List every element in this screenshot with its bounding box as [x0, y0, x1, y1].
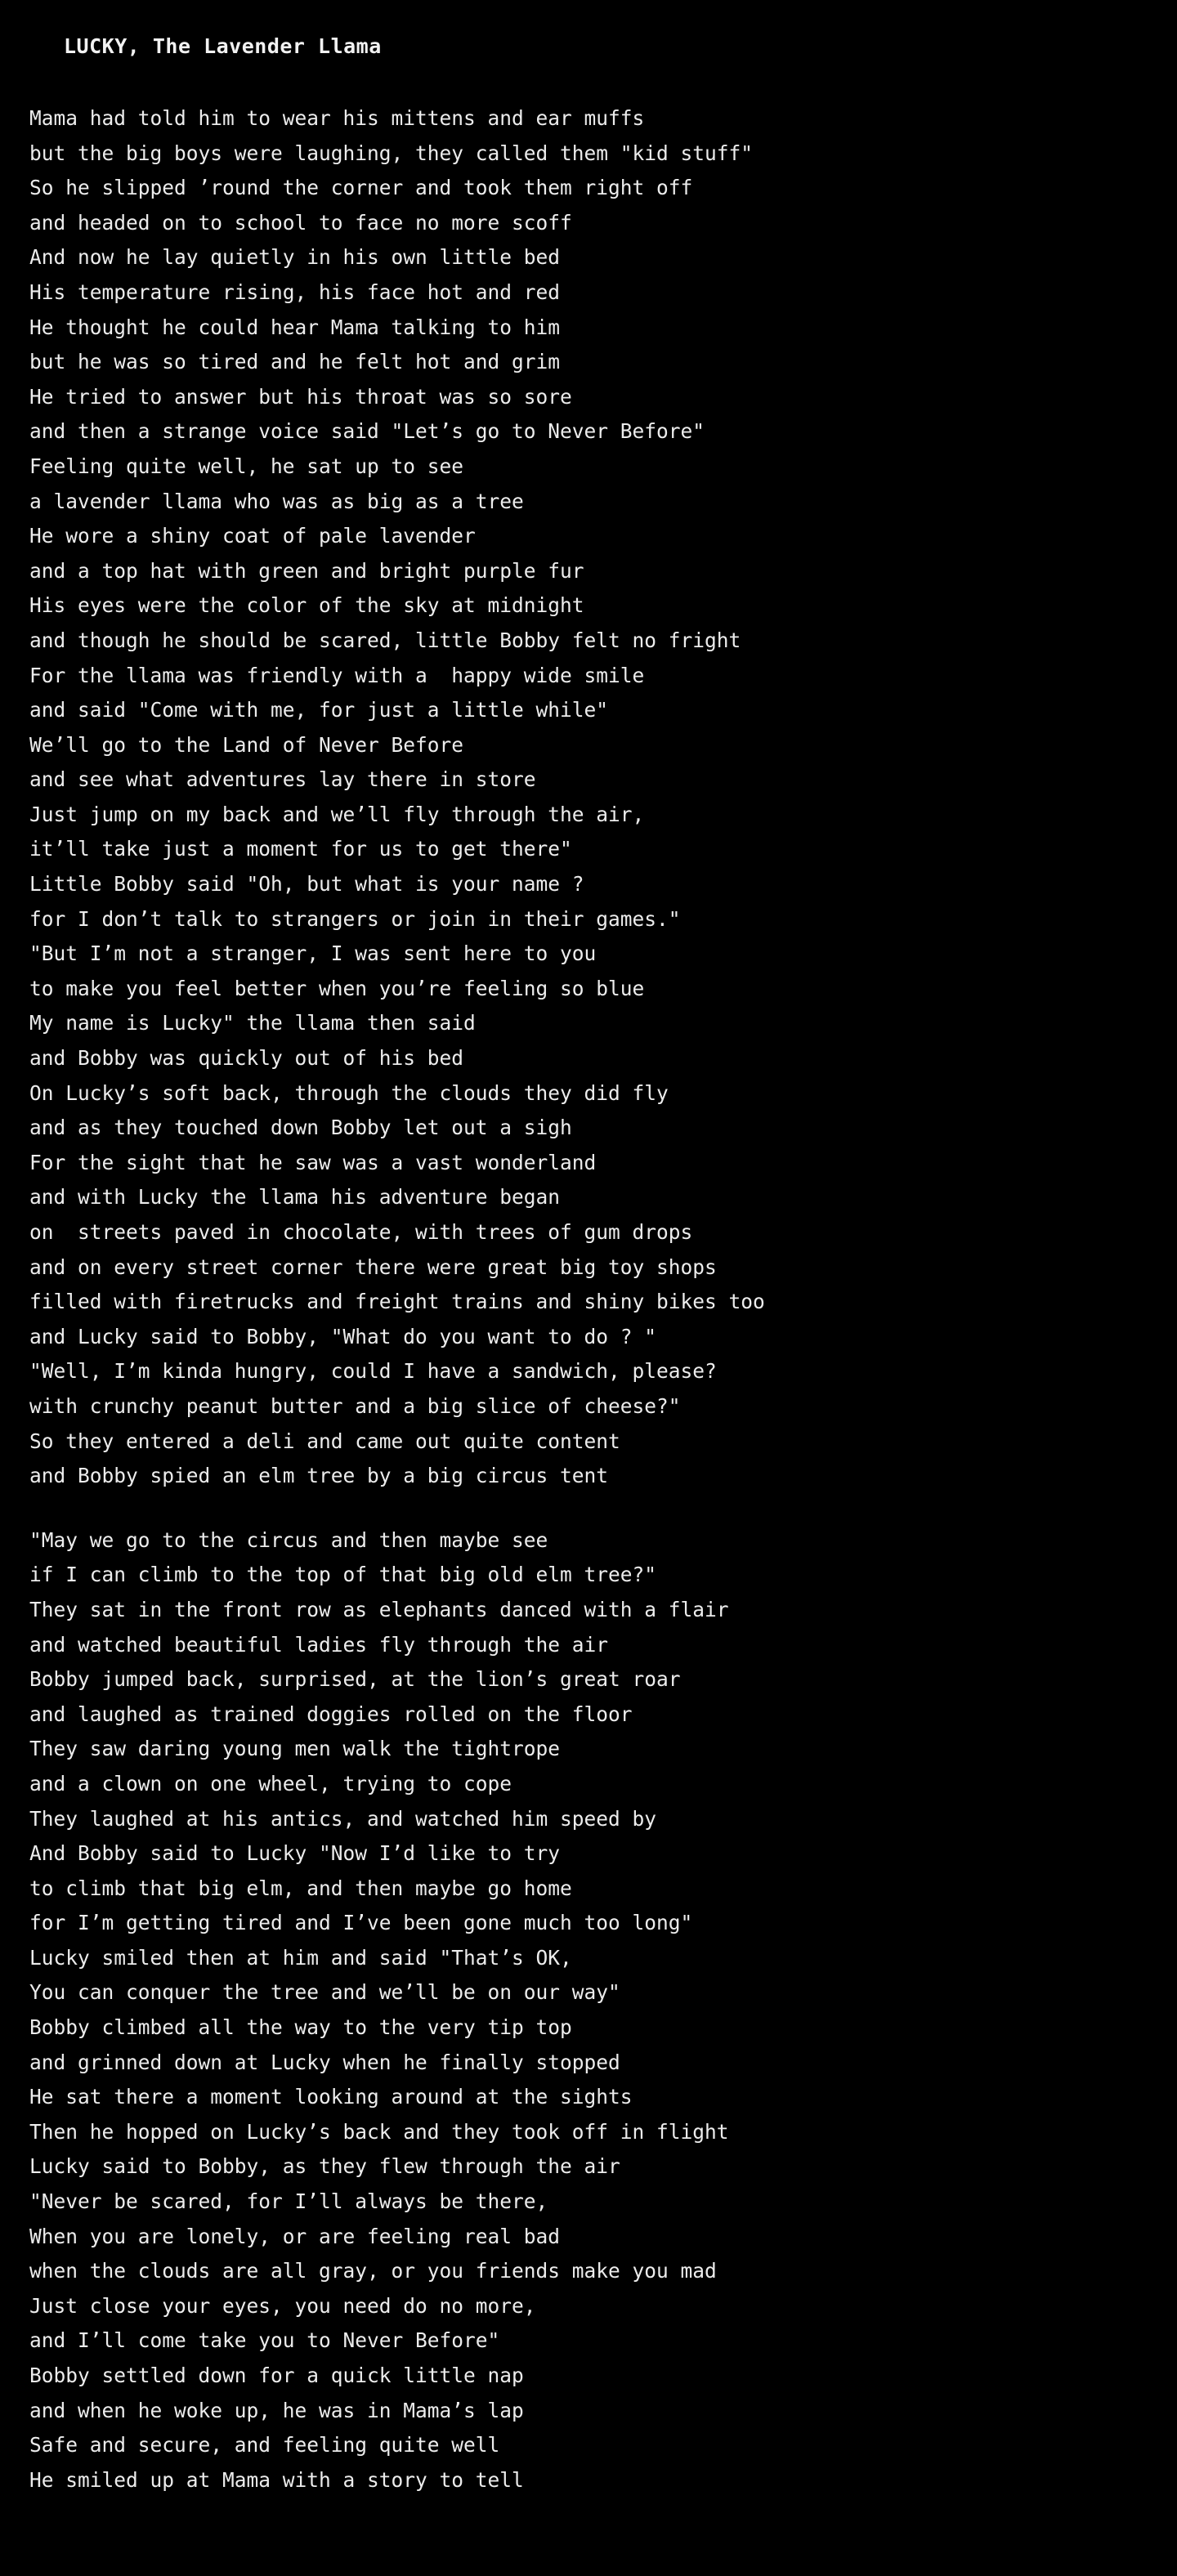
poem-line: and on every street corner there were great big toy shops: [29, 1254, 717, 1279]
poem-line: His eyes were the color of the sky at midnight: [29, 593, 584, 618]
poem-line: He sat there a moment looking around at the sights: [29, 2085, 633, 2109]
poem-line: They sat in the front row as elephants danced with a flair: [29, 1597, 729, 1621]
poem-line: He wore a shiny coat of pale lavender: [29, 524, 476, 548]
poem-line: to make you feel better when you’re feeling so blue: [29, 976, 645, 1000]
poem-line: and said "Come with me, for just a little while": [29, 698, 609, 722]
poem-line: filled with firetrucks and freight trains and shiny bikes too: [29, 1290, 765, 1314]
poem-line: He thought he could hear Mama talking to him: [29, 315, 561, 339]
poem-body: [0, 59, 1177, 2498]
poem-line: Lucky smiled then at him and said "That’s OK,: [29, 1945, 572, 1970]
poem-line: to climb that big elm, and then maybe go home: [29, 1876, 572, 1900]
poem-line: He smiled up at Mama with a story to tell: [29, 2467, 524, 2492]
poem-line: My name is Lucky" the llama then said: [29, 1011, 476, 1035]
poem-line: We’ll go to the Land of Never Before: [29, 732, 464, 757]
poem-line: but he was so tired and he felt hot and grim: [29, 350, 561, 374]
poem-line: Mama had told him to wear his mittens and ear muffs: [29, 106, 645, 130]
poem-line: So he slipped ’round the corner and took them right off: [29, 176, 693, 200]
poem-line: when the clouds are all gray, or you friends make you mad: [29, 2259, 717, 2283]
poem-line: and I’ll come take you to Never Before": [29, 2328, 500, 2353]
poem-line: for I don’t talk to strangers or join in their games.": [29, 906, 681, 931]
poem-line: if I can climb to the top of that big old elm tree?": [29, 1563, 657, 1587]
poem-line: On Lucky’s soft back, through the clouds they did fly: [29, 1080, 669, 1105]
poem-line: For the llama was friendly with a happy wide smile: [29, 663, 645, 687]
poem-line: it’ll take just a moment for us to get there": [29, 837, 572, 861]
poem-line: Bobby climbed all the way to the very tip top: [29, 2015, 572, 2040]
poem-line: Safe and secure, and feeling quite well: [29, 2433, 500, 2457]
poem-line: and as they touched down Bobby let out a sigh: [29, 1116, 572, 1140]
poem-line: "May we go to the circus and then maybe see: [29, 1527, 548, 1552]
poem-line: And Bobby said to Lucky "Now I’d like to try: [29, 1841, 561, 1866]
poem-line: but the big boys were laughing, they called them "kid stuff": [29, 141, 754, 165]
poem-line: And now he lay quietly in his own little bed: [29, 245, 561, 270]
poem-line: Bobby settled down for a quick little nap: [29, 2364, 524, 2387]
poem-line: Little Bobby said "Oh, but what is your name ?: [29, 872, 584, 897]
poem-line: for I’m getting tired and I’ve been gone much too long": [29, 1911, 693, 1935]
poem-line: They laughed at his antics, and watched him speed by: [29, 1806, 657, 1831]
poem-line: and Lucky said to Bobby, "What do you want to do ? ": [29, 1324, 657, 1348]
poem-line: on streets paved in chocolate, with trees of gum drops: [29, 1220, 693, 1244]
poem-line: and watched beautiful ladies fly through the air: [29, 1632, 609, 1657]
poem-stanza: [29, 1523, 1177, 2498]
poem-line: and laughed as trained doggies rolled on the floor: [29, 1702, 633, 1726]
poem-stanza: [29, 101, 1177, 1494]
poem-line: and when he woke up, he was in Mama’s lap: [29, 2398, 524, 2422]
poem-line: and then a strange voice said "Let’s go to Never Before": [29, 419, 705, 444]
poem-line: Then he hopped on Lucky’s back and they took off in flight: [29, 2119, 729, 2144]
poem-line: Feeling quite well, he sat up to see: [29, 454, 464, 478]
poem-line: and with Lucky the llama his adventure began: [29, 1185, 561, 1210]
poem-line: and Bobby spied an elm tree by a big circus tent: [29, 1464, 609, 1488]
poem-line: So they entered a deli and came out quite content: [29, 1429, 620, 1453]
poem-line: Bobby jumped back, surprised, at the lion’s great roar: [29, 1667, 681, 1692]
page-title: LUCKY, The Lavender Llama: [64, 34, 382, 58]
poem-line: and Bobby was quickly out of his bed: [29, 1046, 464, 1071]
poem-line: and a clown on one wheel, trying to cope: [29, 1771, 512, 1796]
poem-line: He tried to answer but his throat was so sore: [29, 384, 572, 409]
poem-line: with crunchy peanut butter and a big slice of cheese?": [29, 1393, 681, 1418]
poem-line: a lavender llama who was as big as a tree: [29, 489, 524, 513]
poem-line: and though he should be scared, little Bobby felt no fright: [29, 628, 741, 652]
poem-line: His temperature rising, his face hot and red: [29, 280, 561, 304]
poem-line: and grinned down at Lucky when he finally stopped: [29, 2050, 620, 2074]
poem-line: "Well, I’m kinda hungry, could I have a sandwich, please?: [29, 1359, 717, 1384]
poem-line: Lucky said to Bobby, as they flew through the air: [29, 2154, 620, 2179]
poem-line: Just close your eyes, you need do no more,: [29, 2293, 536, 2318]
poem-line: "But I’m not a stranger, I was sent here to you: [29, 941, 597, 966]
poem-line: Just jump on my back and we’ll fly through the air,: [29, 802, 645, 826]
poem-line: and a top hat with green and bright purple fur: [29, 558, 584, 583]
poem-line: You can conquer the tree and we’ll be on our way": [29, 1980, 620, 2005]
poem-line: and see what adventures lay there in store: [29, 767, 536, 792]
poem-line: "Never be scared, for I’ll always be there,: [29, 2189, 548, 2214]
poem-line: They saw daring young men walk the tightrope: [29, 1737, 561, 1761]
poem-line: and headed on to school to face no more scoff: [29, 210, 572, 235]
poem-line: When you are lonely, or are feeling real bad: [29, 2224, 561, 2248]
poem-line: For the sight that he saw was a vast wonderland: [29, 1150, 597, 1174]
